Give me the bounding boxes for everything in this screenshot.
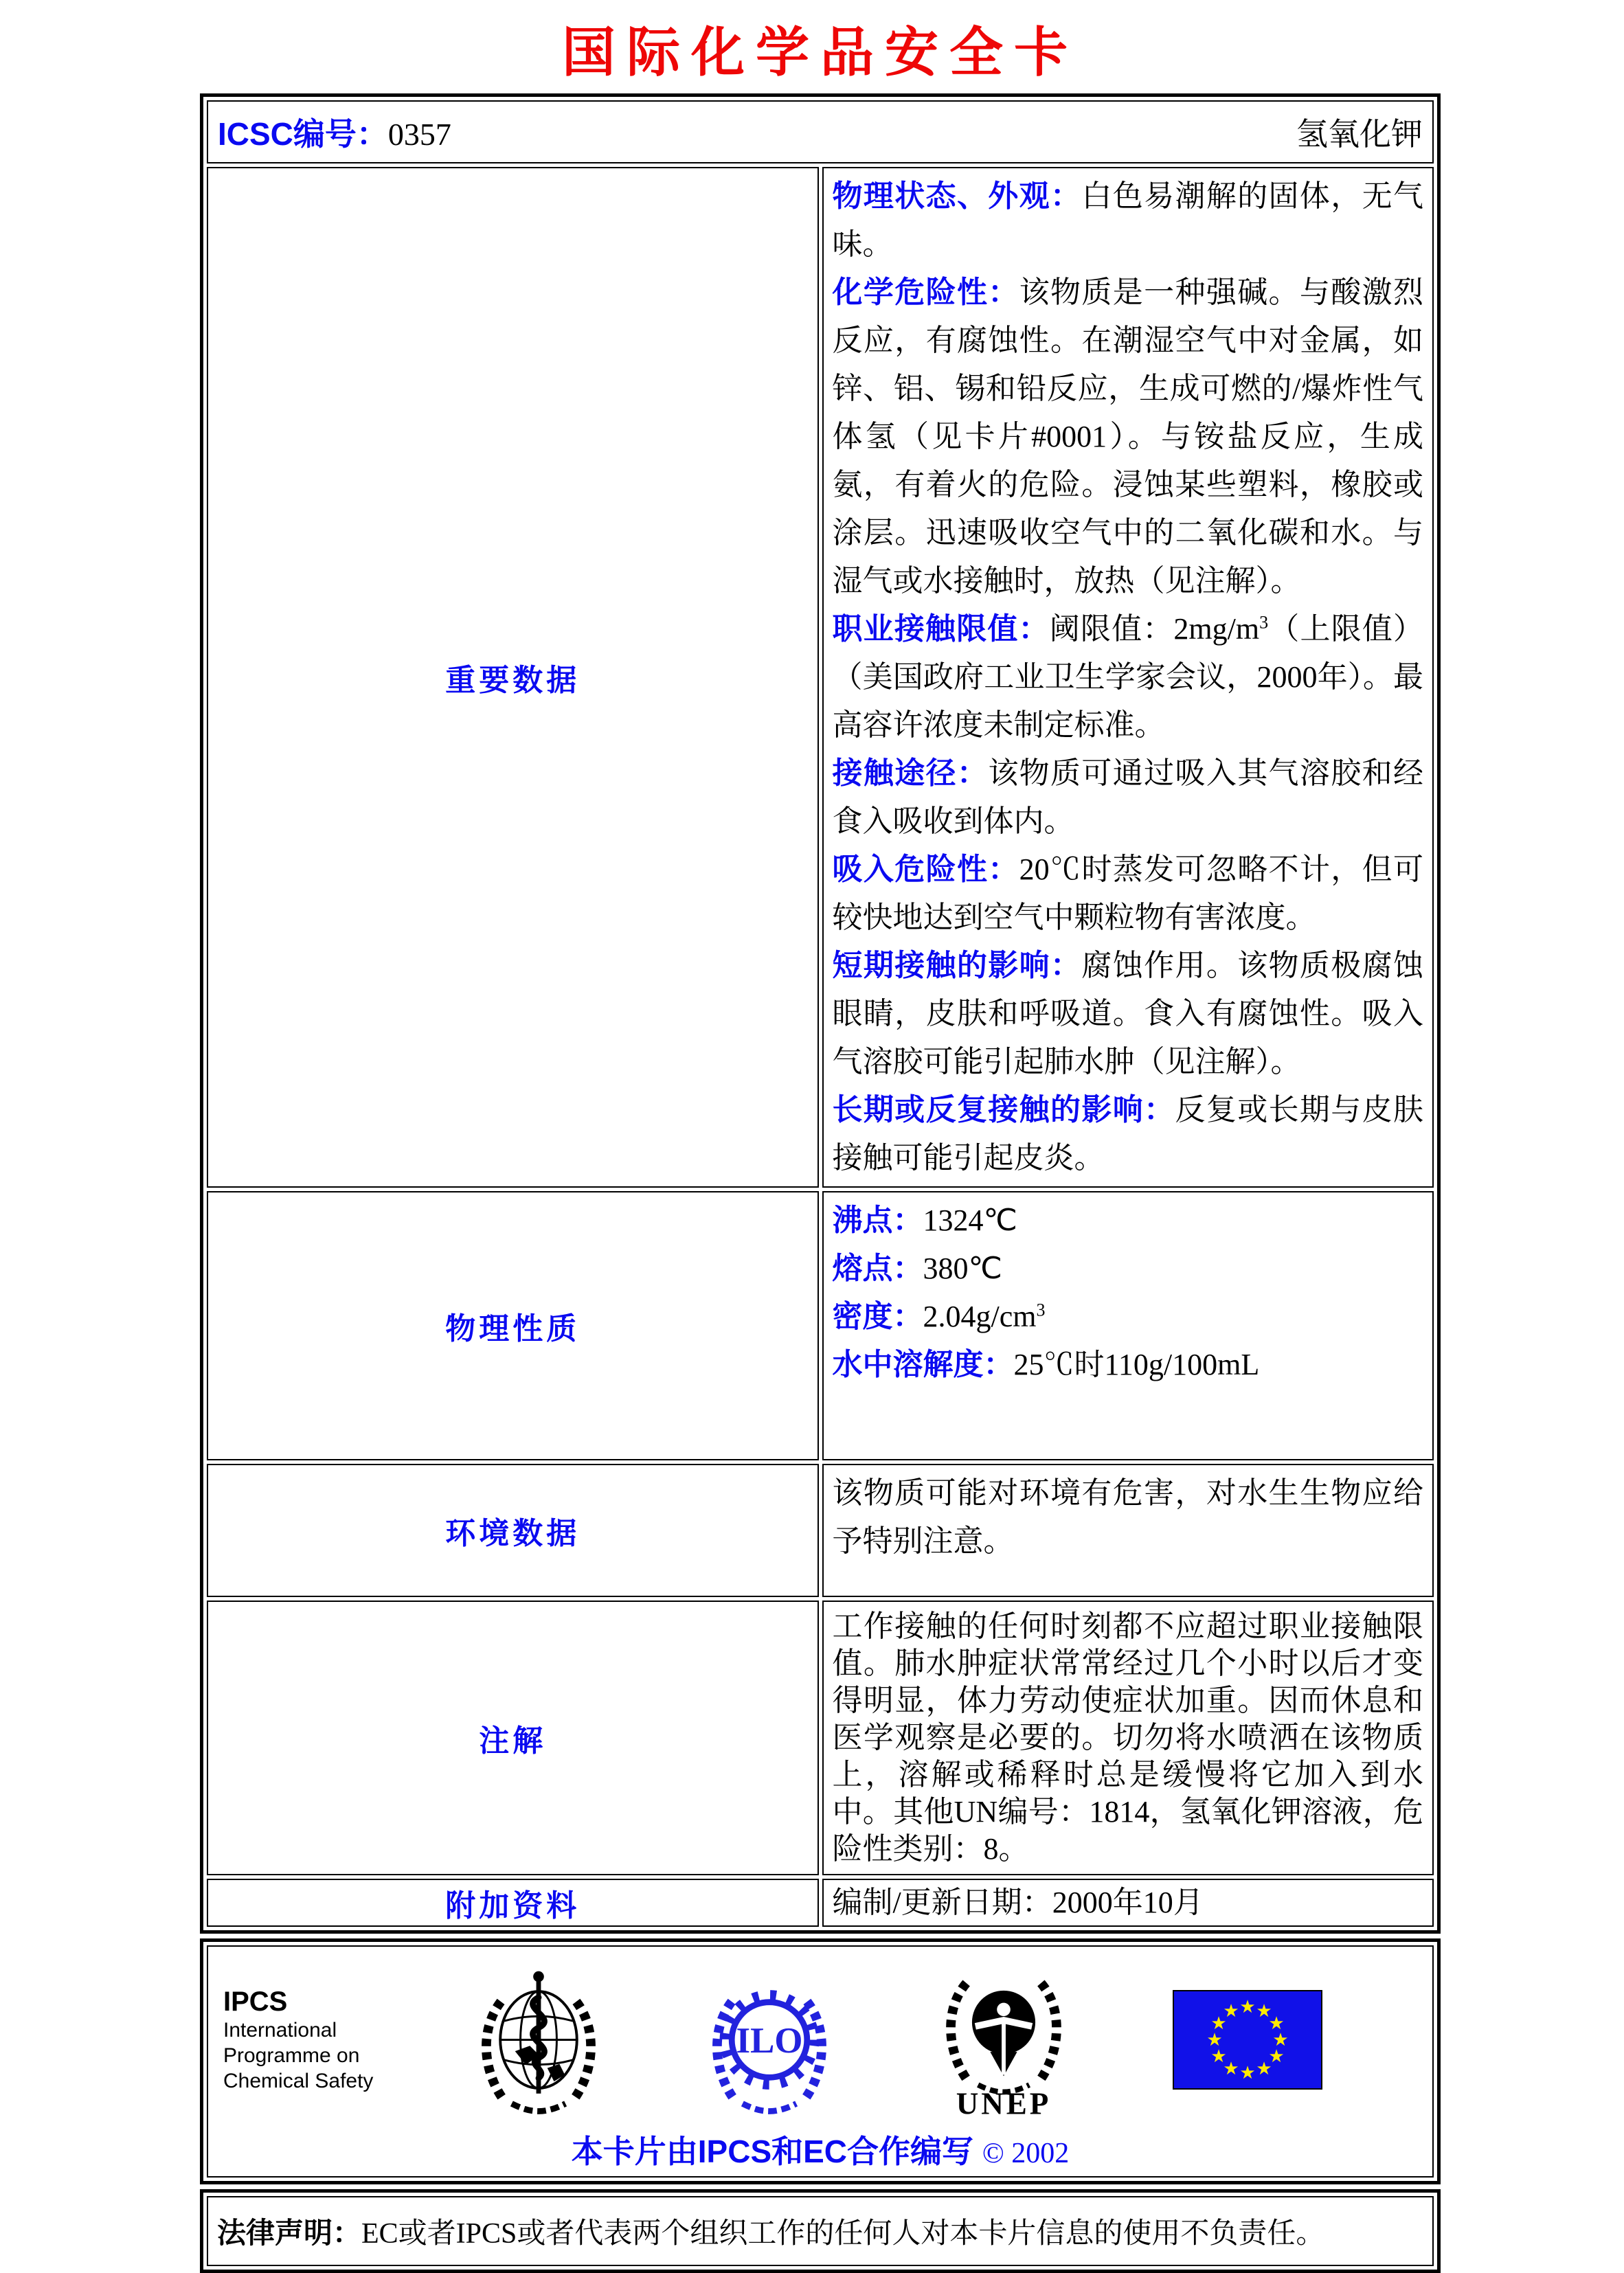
copyright-year: © 2002 (982, 2138, 1070, 2169)
svg-text:★: ★ (1206, 2029, 1223, 2050)
svg-text:★: ★ (1256, 2058, 1272, 2079)
additional-info-label: 附加资料 (207, 1879, 819, 1927)
chemical-name: 氢氧化钾 (1296, 117, 1423, 152)
page-title-wrap (200, 0, 1441, 87)
field-physical-state: 物理状态、外观：白色易潮解的固体，无气味。 (832, 179, 1424, 261)
logos-table (200, 1938, 1441, 2184)
header-row (207, 100, 1434, 163)
svg-text:★: ★ (1256, 2000, 1272, 2021)
physical-properties-row (207, 1191, 1434, 1460)
svg-text:★: ★ (1268, 2046, 1285, 2066)
ipcs-block: IPCS International Programme on Chemical Safety (223, 1986, 374, 2092)
field-exposure-routes: 接触途径：该物质可通过吸入其气溶胶和经食入吸收到体内。 (832, 756, 1424, 838)
logos-strip (215, 1951, 1425, 2125)
field-short-term-effects: 短期接触的影响：腐蚀作用。该物质极腐蚀眼睛，皮肤和呼吸道。食入有腐蚀性。吸入气溶胶可能引起肺水肿（见注解）。 (832, 949, 1424, 1078)
field-occupational-limits: 职业接触限值：阈限值：$2mg/m^3$（上限值）（美国政府工业卫生学家会议，2000年）。最高容许浓度未制定标准。 (832, 612, 1424, 742)
unep-emblem-icon (935, 1954, 1072, 2125)
field-chemical-danger: 化学危险性：该物质是一种强碱。与酸激烈反应，有腐蚀性。在潮湿空气中对金属，如锌、铝、锡和铅反应，生成可燃的/爆炸性气体氢（见卡片#0001）。与铵盐反应，生成氨，有着火的危险。浸蚀某些塑料，橡胶或涂层。迅速吸收空气中的二氧化碳和水。与湿气或水接触时，放热（见注解）。 (832, 275, 1424, 598)
important-data-row (207, 167, 1434, 1188)
icsc-number-group (218, 109, 451, 155)
svg-text:★: ★ (1223, 2000, 1239, 2021)
notes-label: 注解 (207, 1601, 819, 1875)
ilo-monogram: ILO (736, 2021, 803, 2061)
icsc-number-label: ICSC编号： (218, 116, 388, 152)
field-boiling-point: 沸点：1324℃ (832, 1203, 1017, 1237)
notes-row (207, 1601, 1434, 1875)
icsc-number-value: 0357 (387, 117, 451, 152)
legal-label: 法律声明： (217, 2217, 362, 2249)
svg-text:★: ★ (1239, 2062, 1256, 2083)
legal-text: EC或者IPCS或者代表两个组织工作的任何人对本卡片信息的使用不负责任。 (361, 2218, 1325, 2250)
main-card-table (200, 93, 1441, 1934)
page-title: 国际化学品安全卡 (561, 22, 1079, 82)
important-data-content (824, 169, 1432, 1186)
additional-info-row (207, 1879, 1434, 1927)
svg-text:★: ★ (1272, 2029, 1289, 2050)
legal-notice (209, 2210, 1432, 2252)
field-water-solubility: 水中溶解度：25℃时110g/100mL (832, 1348, 1260, 1381)
svg-text:★: ★ (1268, 2013, 1285, 2033)
ipcs-acronym: IPCS (223, 1986, 288, 2017)
field-density: 密度：$2.04g/cm^3$ (832, 1300, 1046, 1333)
cooperation-caption: 本卡片由IPCS和EC合作编写 © 2002 (571, 2134, 1070, 2169)
field-long-term-effects: 长期或反复接触的影响：反复或长期与皮肤接触可能引起皮炎。 (832, 1093, 1424, 1175)
field-melting-point: 熔点：380℃ (832, 1252, 1002, 1285)
physical-properties-content (824, 1193, 1432, 1392)
important-data-label: 重要数据 (207, 167, 819, 1188)
eu-flag-icon (1173, 1990, 1322, 2090)
unep-wordmark: UNEP (956, 2086, 1052, 2121)
field-inhalation-risk: 吸入危险性：20℃时蒸发可忽略不计，但可较快地达到空气中颗粒物有害浓度。 (832, 852, 1424, 934)
svg-text:★: ★ (1223, 2058, 1239, 2079)
svg-text:★: ★ (1239, 1996, 1256, 2017)
physical-properties-label: 物理性质 (207, 1191, 819, 1460)
notes-content: 工作接触的任何时刻都不应超过职业接触限值。肺水肿症状常常经过几个小时以后才变得明显，体力劳动使症状加重。因而休息和医学观察是必要的。切勿将水喷洒在该物质上，溶解或稀释时总是缓慢将它加入到水中。其他UN编号：1814，氢氧化钾溶液，危险性类别：8。 (832, 1609, 1423, 1866)
who-emblem-icon (473, 1960, 604, 2118)
additional-info-content: 编制/更新日期：2000年10月 (832, 1886, 1204, 1919)
svg-text:★: ★ (1210, 2013, 1227, 2033)
environmental-data-row (207, 1464, 1434, 1597)
environmental-data-label: 环境数据 (207, 1464, 819, 1597)
logos-cell (207, 1945, 1434, 2178)
ilo-emblem-icon (704, 1960, 835, 2118)
svg-text:★: ★ (1210, 2046, 1227, 2066)
legal-cell (207, 2196, 1434, 2266)
legal-table (200, 2189, 1441, 2273)
environmental-data-content: 该物质可能对环境有危害，对水生生物应给予特别注意。 (832, 1476, 1423, 1558)
